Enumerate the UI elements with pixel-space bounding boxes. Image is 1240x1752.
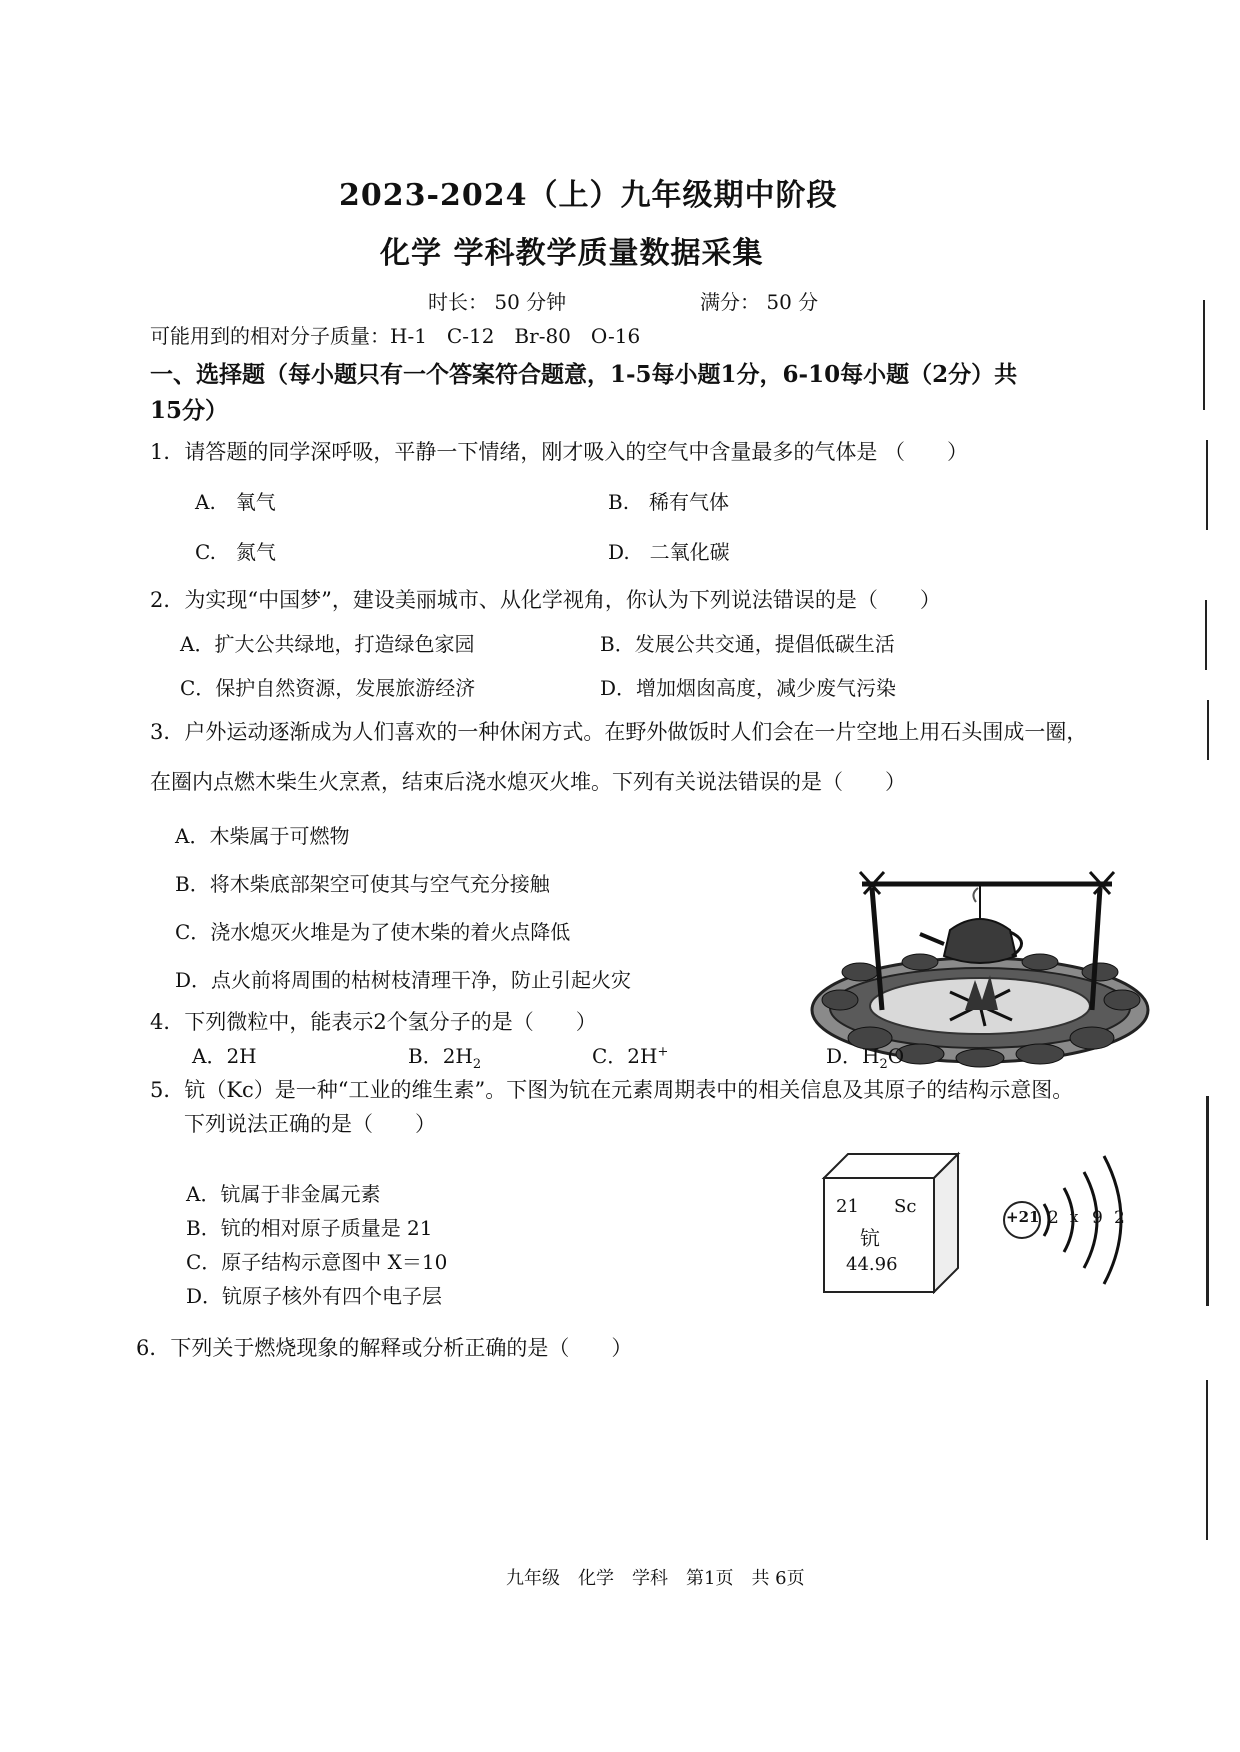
question-1-stem: 1．请答题的同学深呼吸，平静一下情绪，刚才吸入的空气中含量最多的气体是 （ ） [150,440,969,464]
q3-option-b: B．将木柴底部架空可使其与空气充分接触 [175,872,550,896]
question-4-stem: 4．下列微粒中，能表示2个氢分子的是（ ） [150,1010,597,1034]
question-5-stem: 5．钪（Kc）是一种“工业的维生素”。下图为钪在元素周期表中的相关信息及其原子的结构示意图。 [150,1078,1074,1102]
q3-option-a: A．木柴属于可燃物 [175,824,350,848]
scan-edge-mark [1205,600,1207,670]
q2-option-a: A．扩大公共绿地，打造绿色家园 [180,632,475,656]
q4-option-c [592,1040,668,1069]
scan-edge-mark [1206,1096,1209,1306]
q4-option-d-text: D．H [826,1044,880,1068]
q4-option-b [408,1040,481,1072]
q1-option-a: A. 氧气 [195,490,276,514]
atom-shell-3: 9 [1092,1208,1103,1228]
q4-option-d-suffix: O [887,1044,905,1068]
question-6-stem: 6．下列关于燃烧现象的解释或分析正确的是（ ） [136,1336,633,1360]
scan-edge-mark [1206,440,1208,530]
scan-edge-mark [1203,300,1205,410]
exam-duration: 时长： 50 分钟 [428,290,567,314]
q1-option-c: C. 氮气 [195,540,276,564]
element-mass: 44.96 [846,1254,898,1275]
page-footer: 九年级 化学 学科 第1页 共 6页 [506,1568,805,1589]
page-subtitle: 化学 学科教学质量数据采集 [380,236,764,271]
page-title: 2023-2024（上）九年级期中阶段 [339,178,838,213]
q3-option-d: D．点火前将周围的枯树枝清理干净，防止引起火灾 [175,968,632,992]
q4-option-b-text: B．2H [408,1044,473,1068]
q4-option-b-sub: 2 [472,1057,482,1072]
q4-option-a: A．2H [192,1044,257,1068]
q2-option-b: B．发展公共交通，提倡低碳生活 [600,632,895,656]
scan-edge-mark [1206,1380,1208,1540]
campfire-illustration [800,860,1160,1070]
q5-option-d: D．钪原子核外有四个电子层 [186,1284,443,1308]
atom-nucleus-charge: +21 [1006,1208,1040,1226]
q4-option-c-sup: + [657,1044,669,1060]
element-number: 21 [836,1196,859,1217]
atom-shell-1: 2 [1048,1208,1059,1228]
element-name: 钪 [860,1226,880,1250]
q1-option-d: D. 二氧化碳 [608,540,730,564]
question-2-stem: 2．为实现“中国梦”，建设美丽城市、从化学视角，你认为下列说法错误的是（ ） [150,588,941,612]
q5-option-c: C．原子结构示意图中 X＝10 [186,1250,448,1274]
exam-full-score: 满分： 50 分 [700,290,819,314]
q4-option-d-sub: 2 [879,1057,888,1072]
q4-option-c-text: C．2H [592,1044,658,1068]
q3-option-c: C．浇水熄灭火堆是为了使木柴的着火点降低 [175,920,571,944]
atomic-masses: 可能用到的相对分子质量：H-1 C-12 Br-80 O-16 [150,324,641,348]
q1-option-b: B. 稀有气体 [608,490,730,514]
q2-option-d: D．增加烟囱高度，减少废气污染 [600,676,897,700]
question-5-stem-cont: 下列说法正确的是（ ） [184,1112,436,1136]
q2-option-c: C．保护自然资源，发展旅游经济 [180,676,476,700]
q5-option-a: A．钪属于非金属元素 [186,1182,381,1206]
section-heading: 一、选择题（每小题只有一个答案符合题意，1-5每小题1分，6-10每小题（2分）共 [150,361,1018,388]
question-3-stem-cont: 在圈内点燃木柴生火烹煮，结束后浇水熄灭火堆。下列有关说法错误的是（ ） [150,770,906,794]
atom-shell-2: x [1070,1208,1079,1226]
q5-option-b: B．钪的相对原子质量是 21 [186,1216,433,1240]
section-heading-cont: 15分） [150,397,229,424]
q4-option-d [826,1040,904,1072]
scan-edge-mark [1207,700,1209,760]
atom-shell-4: 2 [1114,1208,1125,1228]
question-3-stem: 3．户外运动逐渐成为人们喜欢的一种休闲方式。在野外做饭时人们会在一片空地上用石头围成一圈， [150,720,1088,744]
element-symbol: Sc [894,1196,917,1217]
